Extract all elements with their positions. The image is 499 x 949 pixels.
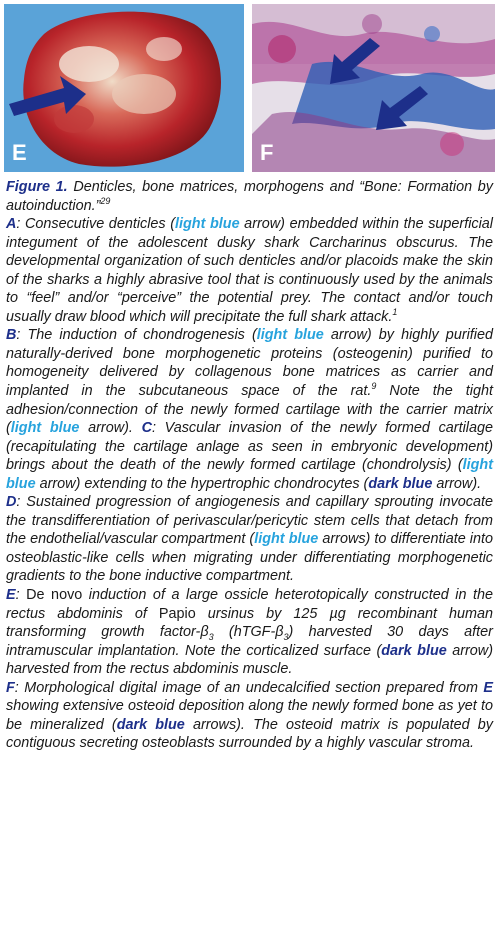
panel-label-e: E: [12, 140, 27, 165]
caption-paragraph-b: B: The induction of chondrogenesis (light blue arrow) by highly purified naturally-derived bone morphogenetic proteins (osteogenin) purified to homogeneity delivered by collagenous bone matrices as carrier and implanted in the subcutaneous space of the rat.$^9$ Note the tight adhesion/connection of the newly formed cartilage with the carrier matrix (light blue arrow). C: Vascular invasion of the newly formed cartilage (recapitulating the cartilage anlage as seen in embryonic development) brings about the death of the newly formed cartilage (chondrolysis) (light blue arrow) extending to the hypertrophic chondrocytes (dark blue arrow).: [6, 327, 494, 492]
ossicle-photo: [4, 4, 244, 172]
caption-paragraph-f: F: Morphological digital image of an undecalcified section prepared from E showing extensive osteoid deposition along the newly formed bone as yet to be mineralized (dark blue arrows). The osteoid matrix is populated by contiguous secreting osteoblasts surrounded by a highly vascular stroma.: [6, 679, 493, 752]
figure-panel-e: [4, 4, 244, 172]
caption-paragraph-d: D: Sustained progression of angiogenesis and capillary sprouting invocate the transdifferentiation of perivascular/pericytic stem cells that detach from the endothelial/vascular compartment (light blue arrows) to differentiate into osteoblastic-like cells when migrating under differentiating morphogenetic gradients to the bone inductive compartment.: [6, 494, 493, 585]
panel-key-b: B: [6, 327, 17, 344]
panel-label-f: F: [260, 140, 274, 165]
caption-paragraph-e: E: De novo induction of a large ossicle heterotopically constructed in the rectus abdominis of Papio ursinus by 125 µg recombinant human transforming growth factor-$\beta_3$ $(hTGF-\beta_3)$ harvested 30 days after intramuscular implantation. Note the corticalized surface (dark blue arrow) harvested from the rectus abdominis muscle.: [6, 587, 493, 678]
panel-key-e: E: [6, 587, 16, 604]
figure-panel-f: [252, 4, 495, 172]
figure-caption: [6, 178, 493, 753]
panel-key-d: D: [6, 494, 17, 511]
figure-label: Figure 1.: [6, 179, 68, 195]
caption-title: Figure 1. Denticles, bone matrices, morphogens and “Bone: Formation by autoinduction.”$^{29}$: [6, 179, 493, 214]
panel-key-a: A: [6, 216, 17, 233]
panel-key-f: F: [6, 679, 15, 696]
histology-section: [252, 4, 495, 172]
caption-paragraph-a: A: Consecutive denticles (light blue arrow) embedded within the superficial integument of the adolescent dusky shark Carcharinus obscurus. The developmental organization of such denticles and/or placoids make the skin of the sharks a highly abrasive tool that is continuously used by the animals to “feel” and/or “perceive” the potential prey. The contact and/or touch usually draw blood which will precipitate the full shark attack.$^1$: [6, 216, 493, 325]
panel-key-c: C: [141, 420, 152, 437]
